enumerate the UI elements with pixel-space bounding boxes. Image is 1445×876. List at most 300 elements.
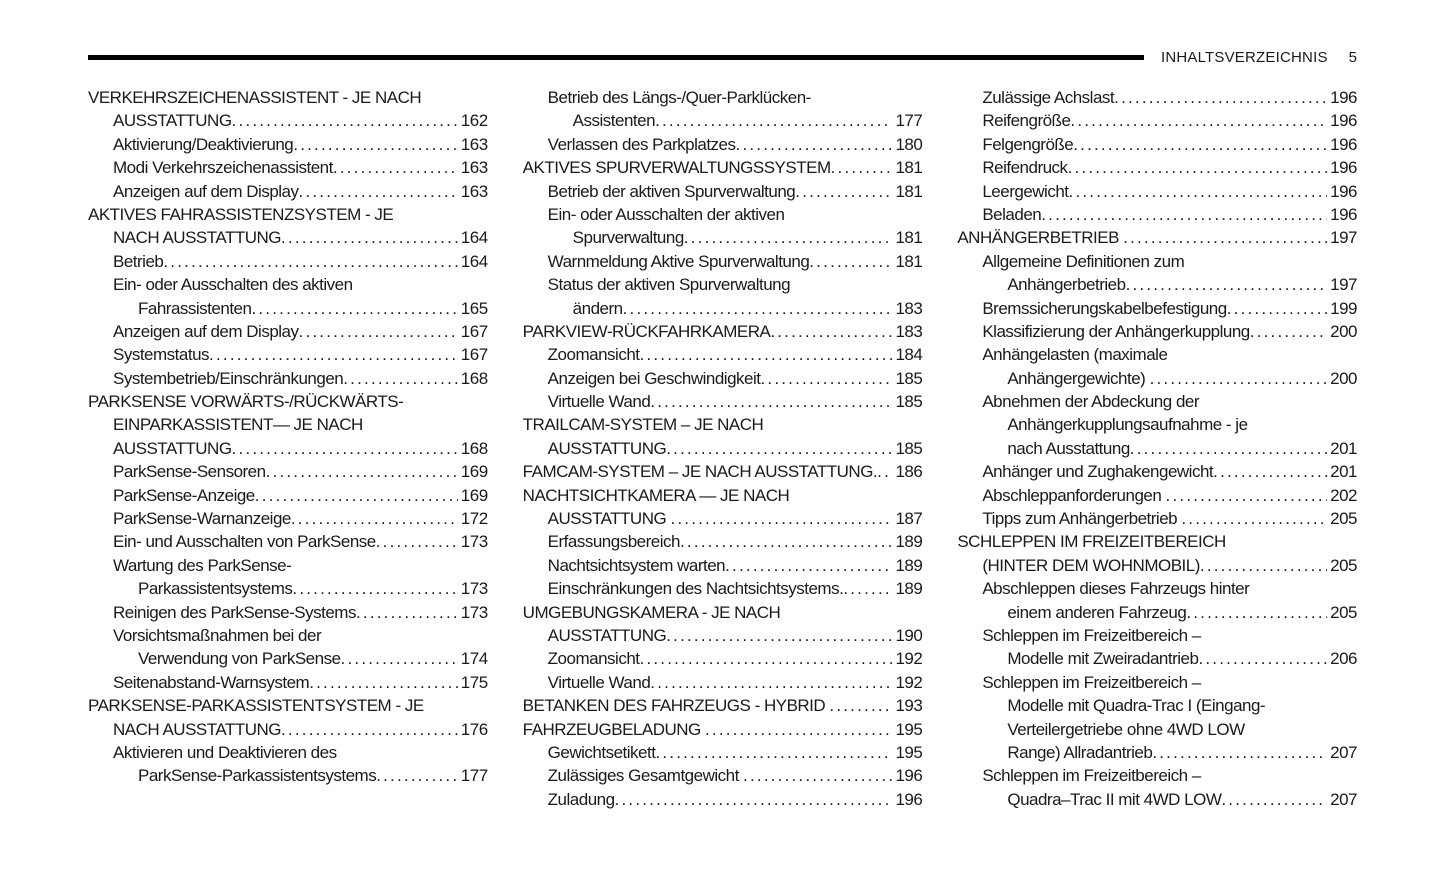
toc-page-number: 177 [895,111,923,131]
leader-dots [680,530,892,553]
toc-entry-text: AKTIVES SPURVERWALTUNGSSYSTEM [522,158,831,178]
toc-page-number: 199 [1330,298,1358,318]
toc-entry-text: PARKVIEW-RÜCKFAHRKAMERA [522,321,771,341]
toc-entry-text: Anhängergewichte) [1007,368,1150,388]
leader-dots [209,343,458,366]
toc-page-number: 196 [1330,134,1358,154]
leader-dots [1181,507,1327,530]
toc-entry-text: Reifengröße [982,111,1071,131]
toc-line [88,297,488,320]
leader-dots [251,297,457,320]
toc-line [523,156,923,179]
toc-line [523,671,923,694]
toc-page-number: 163 [460,158,488,178]
toc-page-number: 164 [460,251,488,271]
toc-line [523,413,923,436]
toc-line [957,671,1357,694]
leader-dots [341,647,458,670]
toc-line [523,647,923,670]
toc-line [88,226,488,249]
toc-line [957,390,1357,413]
toc-page-number: 181 [895,251,923,271]
toc-page-number: 163 [460,134,488,154]
toc-entry-text: Anzeigen bei Geschwindigkeit [547,368,761,388]
toc-page-number: 196 [1330,158,1358,178]
leader-dots [292,577,457,600]
toc-entry-text: AUSSTATTUNG [113,111,232,131]
toc-line [523,507,923,530]
toc-line [523,530,923,553]
toc-page-number: 196 [1330,88,1358,107]
leader-dots [1166,484,1328,507]
toc-page-number: 196 [1330,204,1358,224]
leader-dots [725,554,892,577]
toc-line [523,273,923,296]
toc-line [88,530,488,553]
toc-page-number: 197 [1330,275,1358,295]
toc-entry-text: Vorsichtsmaßnahmen bei der [113,625,322,645]
toc-line [88,203,488,226]
header-rule [88,55,1144,60]
toc-entry-text: Modelle mit Zweiradantrieb [1007,649,1199,669]
leader-dots [1152,741,1327,764]
toc-page-number: 192 [895,649,923,669]
toc-page-number: 162 [460,111,488,131]
toc-entry-text: Erfassungsbereich [547,532,680,552]
toc-page-number: 190 [895,625,923,645]
leader-dots [299,180,458,203]
toc-line [523,133,923,156]
toc-page-number: 167 [460,321,488,341]
toc-entry-text: ändern [572,298,623,318]
leader-dots [670,507,892,530]
toc-line [88,367,488,390]
toc-entry-text: ParkSense-Parkassistentsystems [138,766,377,786]
toc-line [523,367,923,390]
leader-dots [281,226,458,249]
toc-entry-text: Warnmeldung Aktive Spurverwaltung [547,251,810,271]
toc-entry-text: UMGEBUNGSKAMERA - JE NACH [522,602,781,622]
toc-entry-text: Reinigen des ParkSense-Systems [113,602,356,622]
toc-line [957,297,1357,320]
toc-entry-text: Spurverwaltung [572,228,684,248]
toc-line [88,484,488,507]
toc-page-number: 189 [895,555,923,575]
page-header [88,0,1357,67]
leader-dots [770,320,892,343]
toc-page-number: 172 [460,509,488,529]
toc-entry-text: AKTIVES FAHRASSISTENZSYSTEM - JE [88,204,394,224]
toc-entry-text: Abschleppen dieses Fahrzeugs hinter [982,579,1250,599]
toc-entry-text: Zuladung [547,789,615,809]
toc-entry-text: AUSSTATTUNG [547,625,667,645]
toc-entry-text: Status der aktiven Spurverwaltung [547,275,791,295]
toc-page-number: 169 [460,485,488,505]
toc-line [957,577,1357,600]
toc-entry-text: Aktivieren und Deaktivieren des [113,742,337,762]
toc-entry-text: Nachtsichtsystem warten [547,555,726,575]
toc-entry-text: Range) Allradantrieb [1007,742,1153,762]
leader-dots [1073,133,1327,156]
toc-entry-text: Verwendung von ParkSense [138,649,341,669]
toc-entry-text: ANHÄNGERBETRIEB [957,228,1124,248]
toc-line [957,156,1357,179]
toc-entry-text: Betrieb des Längs-/Quer-Parklücken- [547,88,811,107]
toc-line [523,86,923,109]
leader-dots [356,601,458,624]
toc-page-number: 183 [895,321,923,341]
leader-dots [1114,86,1327,109]
toc-line [88,413,488,436]
toc-entry-text: FAHRZEUGBELADUNG [522,719,705,739]
toc-entry-text: Ein- und Ausschalten von ParkSense [113,532,376,552]
toc-entry-text: Schleppen im Freizeitbereich – [982,672,1201,692]
toc-page-number: 196 [1330,181,1358,201]
toc-page-number: 186 [895,462,923,482]
toc-entry-text: Anzeigen auf dem Display [113,181,299,201]
toc-line [88,86,488,109]
toc-line [957,484,1357,507]
toc-page-number: 206 [1330,649,1358,669]
leader-dots [333,156,458,179]
toc-entry-text: Virtuelle Wand [547,672,651,692]
toc-line [523,390,923,413]
toc-entry-text: Zoomansicht [547,649,640,669]
toc-page-number: 205 [1330,555,1358,575]
toc-page-number: 164 [460,228,488,248]
leader-dots [1126,273,1328,296]
toc-page-number: 189 [895,532,923,552]
leader-dots [760,367,892,390]
toc-page-number: 202 [1330,485,1358,505]
leader-dots [291,507,458,530]
toc-page-number: 173 [460,532,488,552]
toc-entry-text: Anhänger und Zughakengewicht [982,462,1214,482]
toc-entry-text: AUSSTATTUNG [113,438,232,458]
toc-page-number: 163 [460,181,488,201]
toc-page-number: 187 [895,509,923,529]
toc-entry-text: VERKEHRSZEICHENASSISTENT - JE NACH [88,88,422,107]
toc-entry-text: einem anderen Fahrzeug [1007,602,1187,622]
toc-line [88,437,488,460]
leader-dots [795,180,892,203]
toc-entry-text: FAMCAM-SYSTEM – JE NACH AUSSTATTUNG. [522,462,878,482]
toc-line [88,156,488,179]
toc-page-number: 197 [1330,228,1358,248]
leader-dots [376,530,458,553]
toc-page-number: 173 [460,579,488,599]
toc-entry-text: Aktivierung/Deaktivierung [113,134,294,154]
leader-dots [666,437,892,460]
header-page-number: 5 [1348,48,1357,66]
toc-entry-text: Bremssicherungskabelbefestigung [982,298,1227,318]
toc-line [88,764,488,787]
toc-line [957,624,1357,647]
toc-page-number: 177 [460,766,488,786]
toc-page-number: 207 [1330,789,1358,809]
toc-line [88,390,488,413]
leader-dots [809,250,892,273]
leader-dots [877,460,892,483]
leader-dots [232,437,458,460]
toc-entry-text: ParkSense-Anzeige [113,485,255,505]
leader-dots [640,647,893,670]
leader-dots [293,133,458,156]
toc-columns [88,86,1357,811]
toc-line [523,554,923,577]
toc-line [88,460,488,483]
toc-entry-text: Verlassen des Parkplatzes [547,134,736,154]
toc-line [88,647,488,670]
leader-dots [1070,109,1327,132]
leader-dots [655,109,892,132]
toc-entry-text: PARKSENSE-PARKASSISTENTSYSTEM - JE [88,696,424,716]
toc-page-number: 189 [895,579,923,599]
toc-line [957,203,1357,226]
leader-dots [376,764,458,787]
leader-dots [343,367,458,390]
toc-page-number: 205 [1330,509,1358,529]
toc-entry-text: Tipps zum Anhängerbetrieb [982,509,1182,529]
toc-entry-text: AUSSTATTUNG [547,509,671,529]
toc-entry-text: Betrieb [113,251,164,271]
leader-dots [684,226,893,249]
toc-line [957,601,1357,624]
toc-line [957,250,1357,273]
toc-entry-text: NACH AUSSTATTUNG [113,719,281,739]
leader-dots [1041,203,1327,226]
toc-entry-text: Betrieb der aktiven Spurverwaltung [547,181,796,201]
toc-line [957,109,1357,132]
leader-dots [829,694,892,717]
toc-column-1 [88,86,488,811]
toc-entry-text: Systemstatus [113,345,210,365]
toc-page-number: 181 [895,228,923,248]
toc-line [523,320,923,343]
toc-page-number: 200 [1330,321,1358,341]
toc-page-number: 167 [460,345,488,365]
leader-dots [1213,460,1327,483]
leader-dots [843,577,892,600]
toc-page-number: 207 [1330,742,1358,762]
toc-line [88,180,488,203]
toc-entry-text: Systembetrieb/Einschränkungen [113,368,344,388]
toc-entry-text: Virtuelle Wand [547,392,651,412]
leader-dots [1221,788,1327,811]
toc-entry-text: Ein- oder Ausschalten der aktiven [547,204,785,224]
leader-dots [163,250,457,273]
toc-line [523,297,923,320]
toc-entry-text: ParkSense-Sensoren [113,462,266,482]
toc-page-number: 193 [895,696,923,716]
toc-line [523,788,923,811]
toc-page-number: 168 [460,368,488,388]
toc-entry-text: BETANKEN DES FAHRZEUGS - HYBRID [522,696,830,716]
toc-line [523,250,923,273]
toc-page-number: 196 [895,789,923,809]
toc-page-number: 181 [895,181,923,201]
toc-line [88,718,488,741]
toc-page-number: 184 [895,345,923,365]
toc-line [523,577,923,600]
toc-page-number: 180 [895,134,923,154]
toc-line [88,343,488,366]
toc-column-2 [523,86,923,811]
leader-dots [1200,554,1327,577]
toc-line [957,554,1357,577]
toc-entry-text: TRAILCAM-SYSTEM – JE NACH [522,415,764,435]
toc-line [88,250,488,273]
toc-entry-text: Fahrassistenten [138,298,252,318]
toc-page-number: 195 [895,719,923,739]
toc-entry-text: Abschleppanforderungen [982,485,1166,505]
leader-dots [1198,647,1327,670]
toc-page-number: 195 [895,742,923,762]
toc-line [957,741,1357,764]
toc-line [88,624,488,647]
leader-dots [1130,437,1327,460]
leader-dots [1250,320,1327,343]
toc-page-number: 185 [895,368,923,388]
toc-entry-text: NACHTSICHTKAMERA — JE NACH [522,485,790,505]
toc-line [523,203,923,226]
toc-page-number: 201 [1330,462,1358,482]
toc-page-number: 174 [460,649,488,669]
toc-line [957,764,1357,787]
leader-dots [1186,601,1327,624]
toc-entry-text: Modi Verkehrszeichenassistent [113,158,333,178]
toc-line [523,601,923,624]
leader-dots [299,320,458,343]
leader-dots [640,343,893,366]
leader-dots [1123,226,1327,249]
toc-line [957,437,1357,460]
leader-dots [1150,367,1328,390]
toc-line [957,460,1357,483]
toc-line [957,507,1357,530]
toc-entry-text: Reifendruck [982,158,1068,178]
toc-line [88,741,488,764]
toc-line [523,180,923,203]
toc-line [523,764,923,787]
toc-entry-text: Wartung des ParkSense- [113,555,292,575]
toc-entry-text: Anhängerbetrieb [1007,275,1126,295]
toc-line [957,718,1357,741]
toc-entry-text: PARKSENSE VORWÄRTS-/RÜCKWÄRTS- [88,392,404,412]
toc-page-number: 176 [460,719,488,739]
toc-entry-text: Anhängerkupplungsaufnahme - je [1007,415,1248,435]
toc-line [88,694,488,717]
toc-page-number: 169 [460,462,488,482]
leader-dots [650,671,892,694]
toc-line [523,437,923,460]
toc-page-number: 165 [460,298,488,318]
leader-dots [743,764,892,787]
toc-entry-text: Quadra–Trac II mit 4WD LOW [1007,789,1222,809]
toc-page-number: 175 [460,672,488,692]
toc-line [957,367,1357,390]
toc-entry-text: NACH AUSSTATTUNG [113,228,281,248]
toc-line [957,86,1357,109]
toc-entry-text: EINPARKASSISTENT— JE NACH [113,415,363,435]
toc-line [523,343,923,366]
toc-entry-text: Parkassistentsystems [138,579,293,599]
toc-entry-text: Zulässige Achslast [982,88,1115,107]
toc-line [957,647,1357,670]
toc-page-number: 196 [1330,111,1358,131]
toc-entry-text: Modelle mit Quadra-Trac I (Eingang- [1007,696,1266,716]
toc-line [88,109,488,132]
leader-dots [666,624,892,647]
toc-entry-text: Seitenabstand-Warnsystem [113,672,310,692]
toc-entry-text: Schleppen im Freizeitbereich – [982,766,1201,786]
toc-column-3 [957,86,1357,811]
toc-entry-text: Anzeigen auf dem Display [113,321,299,341]
toc-entry-text: Klassifizierung der Anhängerkupplung [982,321,1250,341]
leader-dots [831,156,893,179]
toc-page-number: 201 [1330,438,1358,458]
toc-line [957,343,1357,366]
toc-entry-text: Zoomansicht [547,345,640,365]
toc-entry-text: Leergewicht [982,181,1069,201]
toc-entry-text: Anhängelasten (maximale [982,345,1168,365]
toc-entry-text: Zulässiges Gesamtgewicht [547,766,744,786]
leader-dots [705,718,892,741]
toc-entry-text: AUSSTATTUNG [547,438,667,458]
toc-entry-text: (HINTER DEM WOHNMOBIL) [982,555,1200,575]
toc-page-number: 185 [895,392,923,412]
leader-dots [281,718,458,741]
leader-dots [615,788,893,811]
leader-dots [1227,297,1327,320]
leader-dots [232,109,458,132]
toc-entry-text: Assistenten [572,111,656,131]
leader-dots [1069,180,1328,203]
toc-line [88,320,488,343]
leader-dots [650,390,892,413]
toc-line [523,741,923,764]
toc-entry-text: Gewichtsetikett [547,742,656,762]
toc-entry-text: Einschränkungen des Nachtsichtsystems. [547,579,844,599]
toc-line [523,484,923,507]
toc-line [957,694,1357,717]
toc-page-number: 205 [1330,602,1358,622]
toc-line [957,788,1357,811]
toc-line [523,109,923,132]
toc-entry-text: Beladen [982,204,1042,224]
toc-page-number: 181 [895,158,923,178]
header-title: INHALTSVERZEICHNIS [1160,48,1328,66]
toc-page-number: 200 [1330,368,1358,388]
toc-entry-text: Abnehmen der Abdeckung der [982,392,1200,412]
toc-entry-text: Verteilergetriebe ohne 4WD LOW [1007,719,1245,739]
toc-entry-text: SCHLEPPEN IM FREIZEITBEREICH [957,532,1226,552]
toc-line [523,624,923,647]
leader-dots [255,484,458,507]
toc-line [523,718,923,741]
toc-entry-text: Schleppen im Freizeitbereich – [982,625,1201,645]
toc-entry-text: Felgengröße [982,134,1074,154]
leader-dots [736,133,893,156]
toc-page-number: 183 [895,298,923,318]
toc-line [523,460,923,483]
toc-line [957,133,1357,156]
leader-dots [623,297,893,320]
leader-dots [266,460,458,483]
toc-line [88,133,488,156]
toc-page-number: 168 [460,438,488,458]
toc-line [88,507,488,530]
